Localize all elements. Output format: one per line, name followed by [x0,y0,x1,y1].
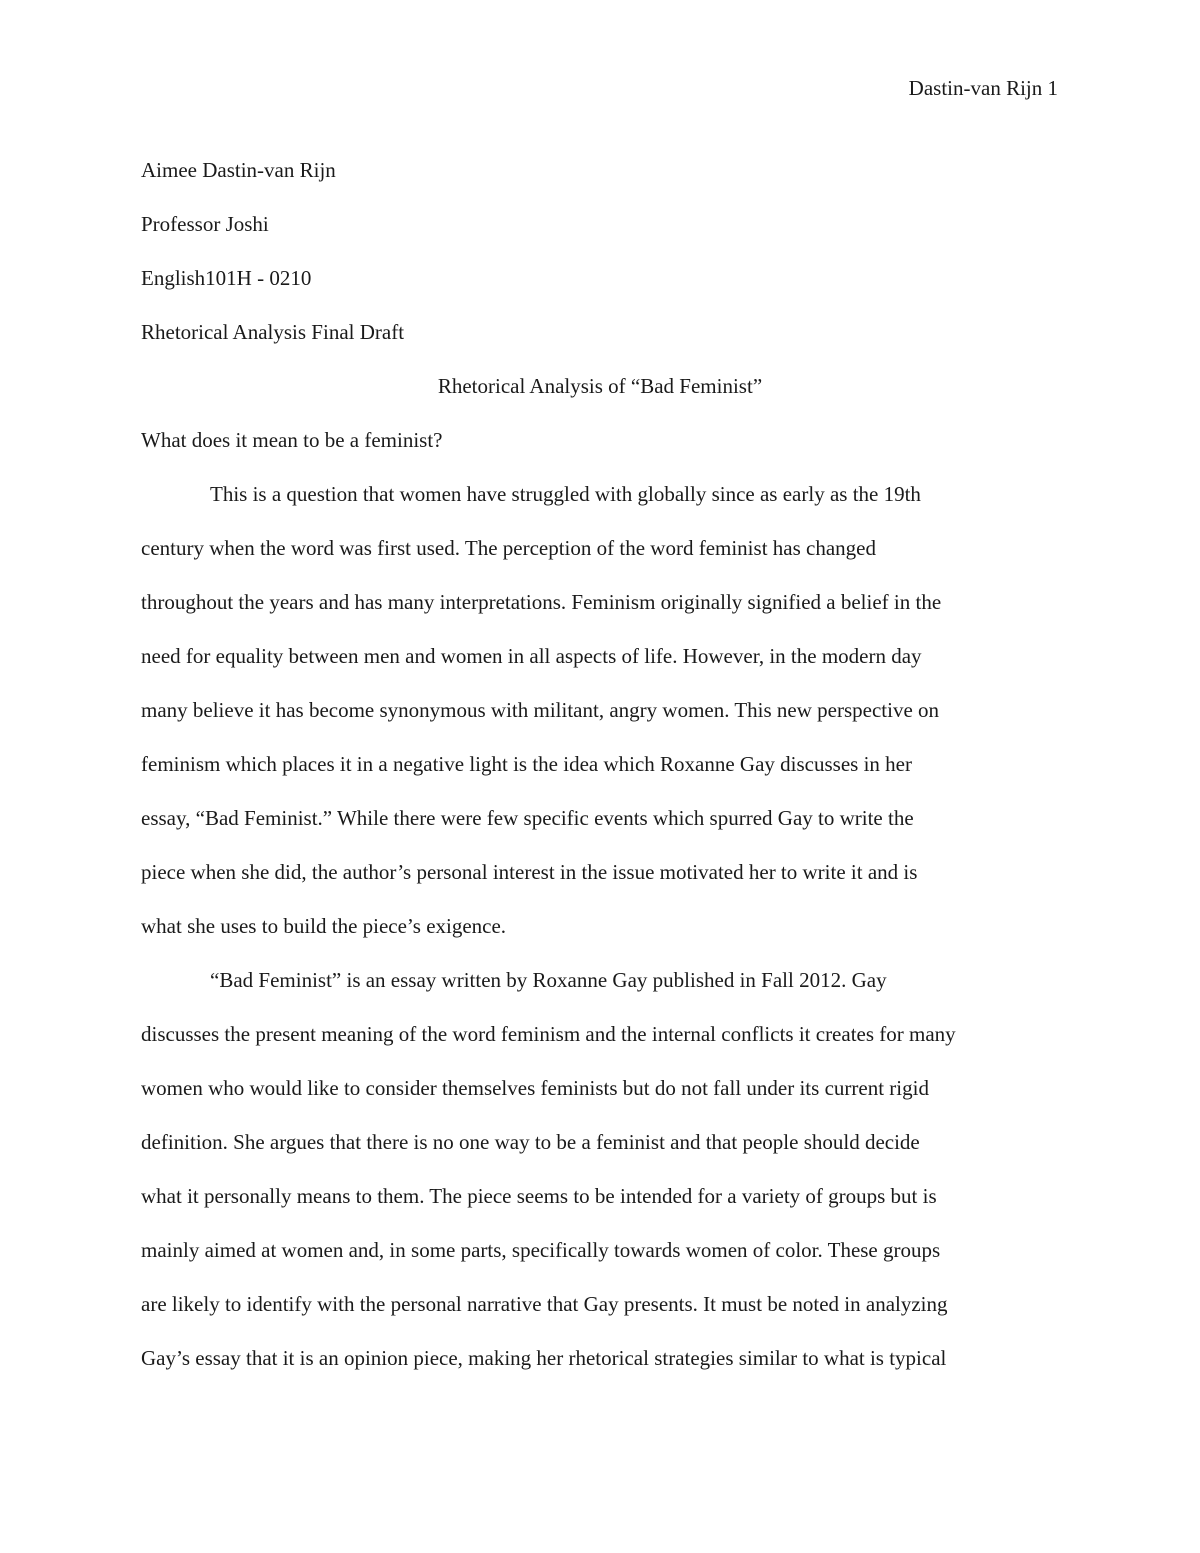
paragraph-line: discusses the present meaning of the word feminism and the internal conflicts it creates for many [141,1022,956,1046]
paragraph-2 [141,953,1059,1385]
assignment-name: Rhetorical Analysis Final Draft [141,320,405,344]
paragraph-line: what she uses to build the piece’s exigence. [141,914,507,938]
paragraph-line: century when the word was first used. The perception of the word feminist has changed [141,536,876,560]
paragraph-line: “Bad Feminist” is an essay written by Roxanne Gay published in Fall 2012. Gay [210,968,887,992]
paragraph-line: what it personally means to them. The piece seems to be intended for a variety of groups but is [141,1184,937,1208]
paragraph-line: definition. She argues that there is no one way to be a feminist and that people should decide [141,1130,920,1154]
document-body [141,143,1059,1385]
paragraph-line: essay, “Bad Feminist.” While there were few specific events which spurred Gay to write the [141,806,914,830]
paragraph-line: This is a question that women have struggled with globally since as early as the 19th [210,482,921,506]
paragraph-line: Gay’s essay that it is an opinion piece, making her rhetorical strategies similar to what is typical [141,1346,947,1370]
paragraph-line: piece when she did, the author’s personal interest in the issue motivated her to write it and is [141,860,918,884]
author-name: Aimee Dastin-van Rijn [141,158,336,182]
paragraph-line: women who would like to consider themselves feminists but do not fall under its current rigid [141,1076,929,1100]
essay-title: Rhetorical Analysis of “Bad Feminist” [437,374,763,398]
opening-question: What does it mean to be a feminist? [141,428,443,452]
paragraph-1 [141,467,1059,953]
course-name: English101H - 0210 [141,266,312,290]
paragraph-line: are likely to identify with the personal narrative that Gay presents. It must be noted in analyzing [141,1292,948,1316]
paragraph-line: throughout the years and has many interpretations. Feminism originally signified a belief in the [141,590,942,614]
paragraph-line: many believe it has become synonymous with militant, angry women. This new perspective on [141,698,940,722]
paragraph-line: mainly aimed at women and, in some parts, specifically towards women of color. These groups [141,1238,941,1262]
instructor-name: Professor Joshi [141,212,269,236]
paragraph-line: feminism which places it in a negative light is the idea which Roxanne Gay discusses in her [141,752,912,776]
running-header: Dastin-van Rijn 1 [908,76,1058,100]
paragraph-line: need for equality between men and women in all aspects of life. However, in the modern day [141,644,922,668]
